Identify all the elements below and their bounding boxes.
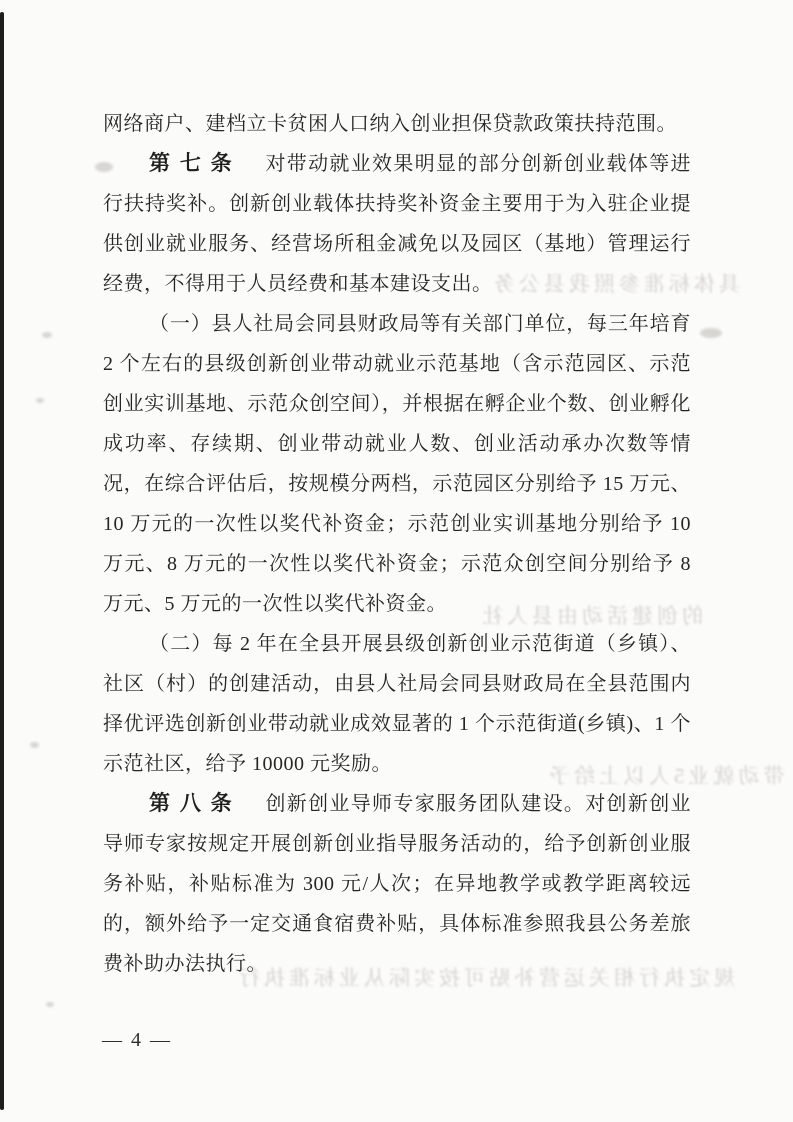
paragraph-article-7 — [103, 144, 691, 304]
paragraph-text: 创新创业导师专家服务团队建设。对创新创业导师专家按规定开展创新创业指导服务活动的，给予创新创业服务补贴，补贴标准为 300 元/人次；在异地教学或教学距离较远的，额外给予一定交通食宿费补贴，具体标准参照我县公务差旅费补助办法执行。 — [103, 793, 692, 975]
paragraph-item-2 — [103, 624, 691, 784]
scan-smudge — [46, 1002, 54, 1007]
scan-smudge — [42, 332, 52, 338]
paragraph-text: 对带动就业效果明显的部分创新创业载体等进行扶持奖补。创新创业载体扶持奖补资金主要用于为入驻企业提供创业就业服务、经营场所租金减免以及园区（基地）管理运行经费，不得用于人员经费和基本建设支出。 — [103, 153, 692, 295]
paragraph-article-8 — [103, 784, 691, 984]
paragraph-text: （一）县人社局会同县财政局等有关部门单位，每三年培育 2 个左右的县级创新创业带动就业示范基地（含示范园区、示范创业实训基地、示范众创空间），并根据在孵企业个数、创业孵化成功率、存续期、创业带动就业人数、创业活动承办次数等情况，在综合评估后，按规模分两档，示范园区分别给予 15 万元、10 万元的一次性以奖代补资金；示范创业实训基地分别给予 10 万元、8 万元的一次性以奖代补资金；示范众创空间分别给予 8 万元、5 万元的一次性以奖代补资金。 — [103, 313, 691, 615]
paragraph-text: （二）每 2 年在全县开展县级创新创业示范街道（乡镇）、社区（村）的创建活动，由县人社局会同县财政局在全县范围内择优评选创新创业带动就业成效显著的 1 个示范街道(乡镇)、1 个示范社区，给予 10000 元奖励。 — [103, 633, 691, 775]
article-7-label: 第七条 — [149, 152, 242, 175]
scan-smudge — [30, 742, 39, 748]
bleedthrough-text: 具体标准参照我县公务 — [490, 272, 740, 296]
paragraph-continuation — [103, 104, 691, 144]
bleedthrough-text: 带动就业5人以上给予 — [545, 764, 785, 788]
scan-smudge — [700, 328, 722, 338]
scan-smudge — [36, 398, 44, 403]
bleedthrough-text: 的创建活动由县人社 — [478, 604, 703, 628]
article-8-label: 第八条 — [149, 792, 242, 815]
page-number: — 4 — — [102, 1029, 172, 1051]
document-body — [103, 104, 691, 984]
paragraph-text: 网络商户、建档立卡贫困人口纳入创业担保贷款政策扶持范围。 — [103, 113, 677, 135]
scan-edge-artifact — [0, 12, 4, 1110]
paragraph-item-1 — [103, 304, 691, 624]
bleedthrough-text: 规定执行相关运营补贴可按实际从业标准执行 — [235, 966, 735, 990]
